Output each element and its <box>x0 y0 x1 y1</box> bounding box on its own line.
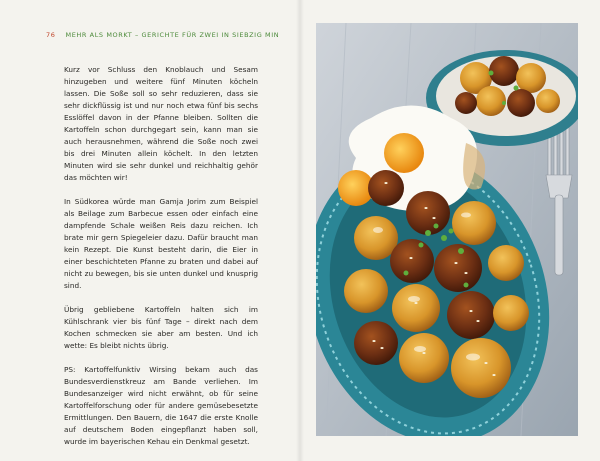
chapter-title: MEHR ALS MORKT – GERICHTE FÜR ZWEI IN SIEBZIG MIN <box>65 31 280 39</box>
food-photo <box>316 23 578 436</box>
food-photo-illustration <box>316 23 578 436</box>
book-gutter <box>296 0 304 461</box>
paragraph: Kurz vor Schluss den Knoblauch und Sesam hinzugeben und weitere fünf Minuten köcheln lassen. Die Soße soll so sehr reduzieren, dass sie sehr dickflüssig ist und nur noch etwa fünf bis sechs Esslöffel davon in der Pfanne bleiben. Sollten die Kartoffeln schon durchgegart sein, kann man sie auch herausnehmen, während die Soße noch zwei bis drei Minuten allein köchelt. In den letzten Minuten wird sie sehr dunkel und reichhaltig gehör das möchten wir! <box>64 65 258 182</box>
body-text <box>64 64 258 460</box>
egg-yolk <box>384 133 424 173</box>
paragraph: In Südkorea würde man Gamja Jorim zum Beispiel als Beilage zum Barbecue essen oder einfach eine dampfende Schale weißen Reis dazu reichen. Ich brate mir gern Spiegeleier dazu. Dafür braucht man kein Rezept. Die Kunst besteht darin, die Eier in einer beschichteten Pfanne zu braten und dabei auf nicht zu bewegen, bis sie unten dunkel und knusprig sind. <box>64 197 258 290</box>
page-number: 76 <box>46 31 56 39</box>
paragraph: PS: Kartoffelfunktiv Wirsing bekam auch das Bundesverdienstkreuz am Bande verliehen. Im Bundesanzeiger wird nicht erwähnt, ob für seine Kartoffelforschung oder für andere gemüsebesetzte Ermittlungen. Den Bauern, die 1647 die erste Knolle auf deutschem Boden eingepflanzt haben soll, wurde im bayerischen Kehau ein Denkmal gesetzt. <box>64 365 258 446</box>
paragraph: Übrig gebliebene Kartoffeln halten sich im Kühlschrank vier bis fünf Tage – direkt nach dem Kochen schmecken sie aber am besten. Und ich wette: Es bleibt nichts übrig. <box>64 305 258 350</box>
running-head <box>46 31 279 39</box>
